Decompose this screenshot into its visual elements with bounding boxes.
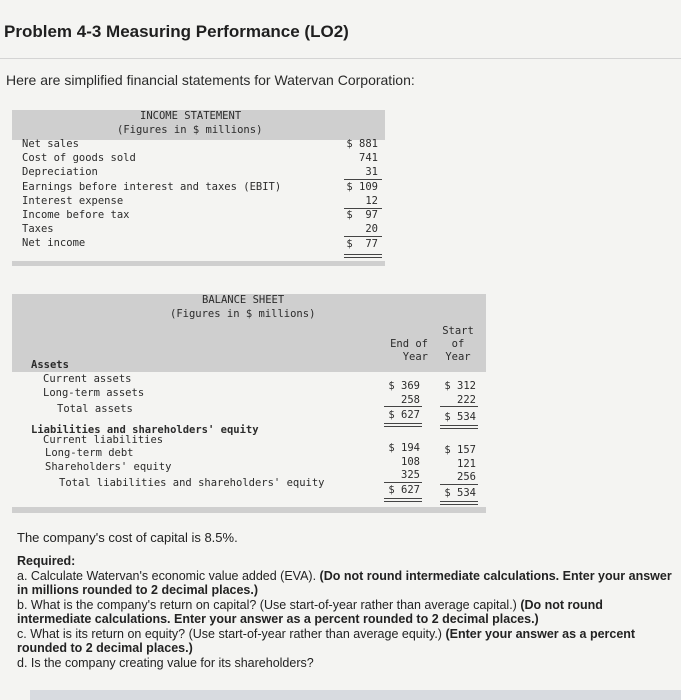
balance-row-start: 121	[457, 458, 476, 470]
assets-section-label: Assets	[31, 359, 69, 371]
question-c-instructions: (Enter your answer as a percent rounded to 2 decimal places.)	[17, 626, 636, 655]
income-row-value: 741	[359, 152, 378, 164]
total-line	[440, 425, 478, 426]
intro-text: Here are simplified financial statements for Watervan Corporation:	[6, 72, 415, 88]
income-row-value: $ 77	[346, 238, 378, 250]
balance-row-end: 108	[401, 456, 420, 468]
subtotal-line	[440, 484, 478, 485]
page-title: Problem 4-3 Measuring Performance (LO2)	[4, 22, 349, 41]
balance-row-label: Current liabilities	[43, 434, 164, 446]
balance-row-end: $ 627	[388, 409, 420, 421]
income-row-label: Earnings before interest and taxes (EBIT)	[22, 181, 282, 193]
total-line	[440, 428, 478, 429]
answer-tab-bar[interactable]	[30, 690, 681, 700]
subtotal-line	[344, 236, 382, 237]
question-a	[17, 569, 677, 598]
balance-row-start: $ 534	[444, 487, 476, 499]
subtotal-line	[344, 179, 382, 180]
total-line	[384, 426, 422, 427]
income-row-value: 31	[365, 166, 378, 178]
question-a-instructions: (Do not round intermediate calculations. Enter your answer in millions rounded to 2 decimal places.)	[17, 568, 672, 597]
balance-subheading: (Figures in $ millions)	[170, 308, 316, 320]
col-header-end-of-year: End of Year	[390, 338, 428, 363]
question-d-text: d. Is the company creating value for its shareholders?	[17, 655, 314, 670]
question-b-text: b. What is the company's return on capital? (Use start-of-year rather than average capital.)	[17, 597, 521, 612]
balance-row-label: Long-term debt	[45, 447, 134, 459]
income-row-value: $ 97	[346, 209, 378, 221]
question-d	[17, 656, 677, 671]
balance-row-label: Shareholders' equity	[45, 461, 172, 473]
balance-row-label: Long-term assets	[43, 387, 145, 399]
total-line	[384, 498, 422, 499]
total-line	[344, 254, 382, 255]
question-a-text: a. Calculate Watervan's economic value added (EVA).	[17, 568, 320, 583]
income-row-value: $ 109	[346, 181, 378, 193]
income-row-label: Taxes	[22, 223, 54, 235]
balance-row-label: Total assets	[57, 403, 133, 415]
liabilities-section-label: Liabilities and shareholders' equity	[31, 424, 259, 436]
income-row-label: Income before tax	[22, 209, 130, 221]
col-header-start-of-year: Start of Year	[442, 325, 474, 363]
balance-row-label: Current assets	[43, 373, 132, 385]
balance-heading: BALANCE SHEET	[202, 294, 285, 306]
total-line	[440, 501, 478, 502]
subtotal-line	[384, 406, 422, 407]
total-line	[384, 423, 422, 424]
cost-of-capital-text: The company's cost of capital is 8.5%.	[17, 530, 238, 545]
balance-row-start: $ 534	[444, 411, 476, 423]
income-row-value: 12	[365, 195, 378, 207]
total-line	[440, 504, 478, 505]
subtotal-line	[440, 406, 478, 407]
balance-row-end: $ 627	[388, 484, 420, 496]
balance-row-end: $ 369	[388, 380, 420, 392]
question-b-instructions: (Do not round intermediate calculations. Enter your answer as a percent rounded to 2 decimal places.)	[17, 597, 603, 626]
question-c-text: c. What is its return on equity? (Use start-of-year rather than average equity.)	[17, 626, 446, 641]
balance-row-end: 325	[401, 469, 420, 481]
required-section	[17, 554, 677, 670]
total-line	[384, 501, 422, 502]
balance-row-start: $ 157	[444, 444, 476, 456]
required-label: Required:	[17, 554, 76, 568]
balance-row-end: 258	[401, 394, 420, 406]
total-line	[344, 257, 382, 258]
income-footer-band	[12, 261, 385, 266]
balance-row-start: $ 312	[444, 380, 476, 392]
income-row-label: Net income	[22, 237, 86, 249]
balance-row-label: Total liabilities and shareholders' equity	[59, 477, 325, 489]
balance-row-start: 256	[457, 471, 476, 483]
balance-row-start: 222	[457, 394, 476, 406]
income-subheading: (Figures in $ millions)	[117, 124, 263, 136]
income-row-label: Interest expense	[22, 195, 124, 207]
title-divider	[0, 58, 681, 59]
balance-row-end: $ 194	[388, 442, 420, 454]
income-row-label: Net sales	[22, 138, 79, 150]
subtotal-line	[384, 482, 422, 483]
income-row-label: Cost of goods sold	[22, 152, 136, 164]
question-b	[17, 598, 677, 627]
income-heading: INCOME STATEMENT	[140, 110, 242, 122]
income-row-label: Depreciation	[22, 166, 98, 178]
question-c	[17, 627, 677, 656]
income-row-value: 20	[365, 223, 378, 235]
income-row-value: $ 881	[346, 138, 378, 150]
balance-footer-band	[12, 507, 486, 513]
